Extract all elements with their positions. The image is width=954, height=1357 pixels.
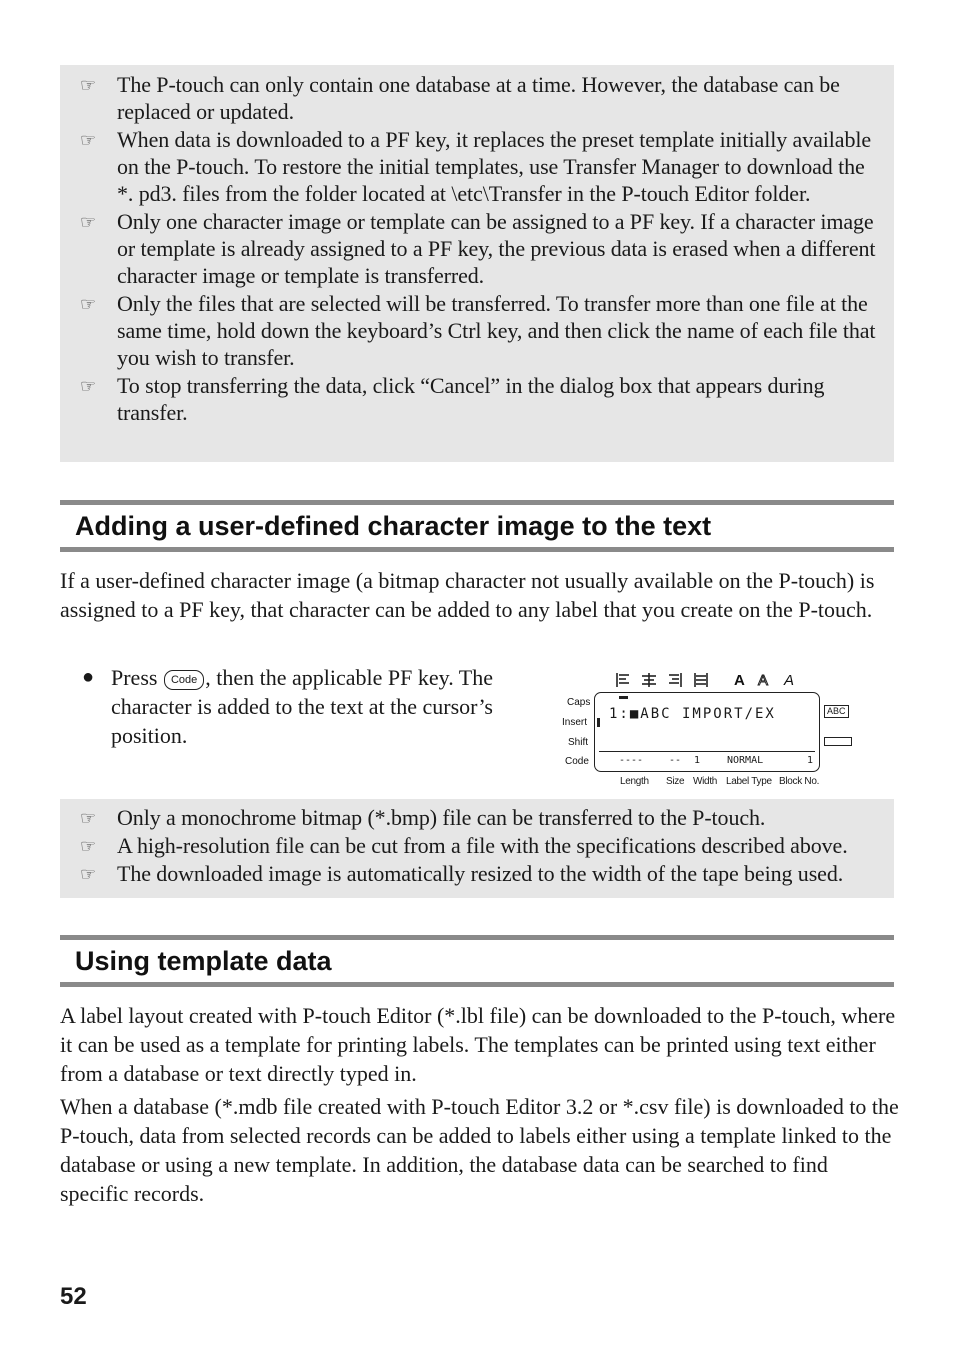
- lcd-label-insert: Insert: [562, 717, 588, 728]
- step-instruction: ● Press Code , then the applicable PF key. The character is added to the text at the cursor’s position.: [82, 665, 494, 748]
- tape-indicator-icon: [824, 737, 852, 746]
- note-item: ☞ The P-touch can only contain one database at a time. However, the database can be replaced or updated.: [80, 72, 840, 124]
- font-style-italic: A: [784, 672, 795, 689]
- note-item: ☞ A high-resolution file can be cut from a file with the specifications described above.: [60, 832, 894, 860]
- lcd-bottom-size: Size: [666, 776, 685, 787]
- page-number: 52: [60, 1283, 87, 1310]
- notes-box-bitmap: [60, 799, 894, 898]
- align-right-icon: [667, 672, 683, 688]
- pointing-hand-icon: ☞: [80, 864, 97, 885]
- section-title: Adding a user-defined character image to the text: [75, 511, 712, 541]
- database-paragraph: When a database (*.mdb file created with P-touch Editor 3.2 or *.csv file) is downloaded to the P-touch, data from selected records can be added to labels either using a template linked to the database or using a new template. In addition, the database data can be searched to find specific records.: [60, 1094, 899, 1206]
- align-left-icon: [615, 672, 631, 688]
- font-style-bold: A: [734, 672, 745, 689]
- font-style-outline: A: [758, 672, 769, 689]
- note-item: ☞ To stop transferring the data, click “Cancel” in the dialog box that appears during transfer.: [80, 373, 825, 425]
- note-item: ☞ Only one character image or template can be assigned to a PF key. If a character image or template is already assigned to a PF key, the previous data is erased when a different character image or template is transferred.: [80, 209, 876, 288]
- lcd-screen: [594, 692, 820, 772]
- notes-list: [60, 804, 894, 888]
- note-item: ☞ Only the files that are selected will be transferred. To transfer more than one file at the same time, hold down the keyboard’s Ctrl key, and then click the name of each file that you wish to transfer.: [80, 291, 876, 370]
- lcd-display-figure: [560, 668, 860, 792]
- lcd-label-code: Code: [565, 756, 589, 767]
- pointing-hand-icon: ☞: [80, 376, 97, 397]
- note-item: ☞ Only a monochrome bitmap (*.bmp) file can be transferred to the P-touch.: [60, 804, 894, 832]
- lcd-bottom-length: Length: [620, 776, 649, 787]
- bullet-icon: ●: [82, 666, 95, 688]
- intro-paragraph: If a user-defined character image (a bitmap character not usually available on the P-touch) is assigned to a PF key, that character can be added to any label that you create on the P-touch.: [60, 568, 875, 622]
- notes-list: [60, 71, 894, 426]
- section-heading-character-image: [60, 500, 894, 552]
- template-paragraph: A label layout created with P-touch Editor (*.lbl file) can be downloaded to the P-touch, where it can be used as a template for printing labels. The templates can be printed using text either from a database or text directly typed in.: [60, 1003, 896, 1086]
- lcd-label-caps: Caps: [567, 697, 591, 708]
- lcd-text-line: 1:■ABC IMPORT/EX: [609, 706, 776, 722]
- section-title: Using template data: [75, 946, 332, 976]
- pointing-hand-icon: ☞: [80, 130, 97, 151]
- lcd-status-bar: ---- -- 1 NORMAL 1: [599, 751, 815, 770]
- lcd-label-shift: Shift: [568, 737, 589, 748]
- notes-box-top: [60, 65, 894, 462]
- pointing-hand-icon: ☞: [80, 75, 97, 96]
- lcd-bottom-label-type: Label Type: [726, 776, 772, 787]
- lcd-bottom-block-no: Block No.: [779, 776, 820, 787]
- note-item: ☞ When data is downloaded to a PF key, it replaces the preset template initially available on the P-touch. To restore the initial templates, use Transfer Manager to download the *. pd3. files from the folder located at \etc\Transfer in the P-touch Editor folder.: [80, 127, 872, 206]
- lcd-bottom-width: Width: [693, 776, 718, 787]
- align-justify-icon: [693, 672, 709, 688]
- pointing-hand-icon: ☞: [80, 836, 97, 857]
- pointing-hand-icon: ☞: [80, 212, 97, 233]
- pointing-hand-icon: ☞: [80, 808, 97, 829]
- abc-indicator: ABC: [824, 705, 849, 718]
- code-key-icon: Code: [164, 670, 204, 690]
- section-heading-template-data: [60, 935, 894, 987]
- note-item: ☞ The downloaded image is automatically resized to the width of the tape being used.: [60, 860, 894, 888]
- pointing-hand-icon: ☞: [80, 294, 97, 315]
- align-center-icon: [641, 672, 657, 688]
